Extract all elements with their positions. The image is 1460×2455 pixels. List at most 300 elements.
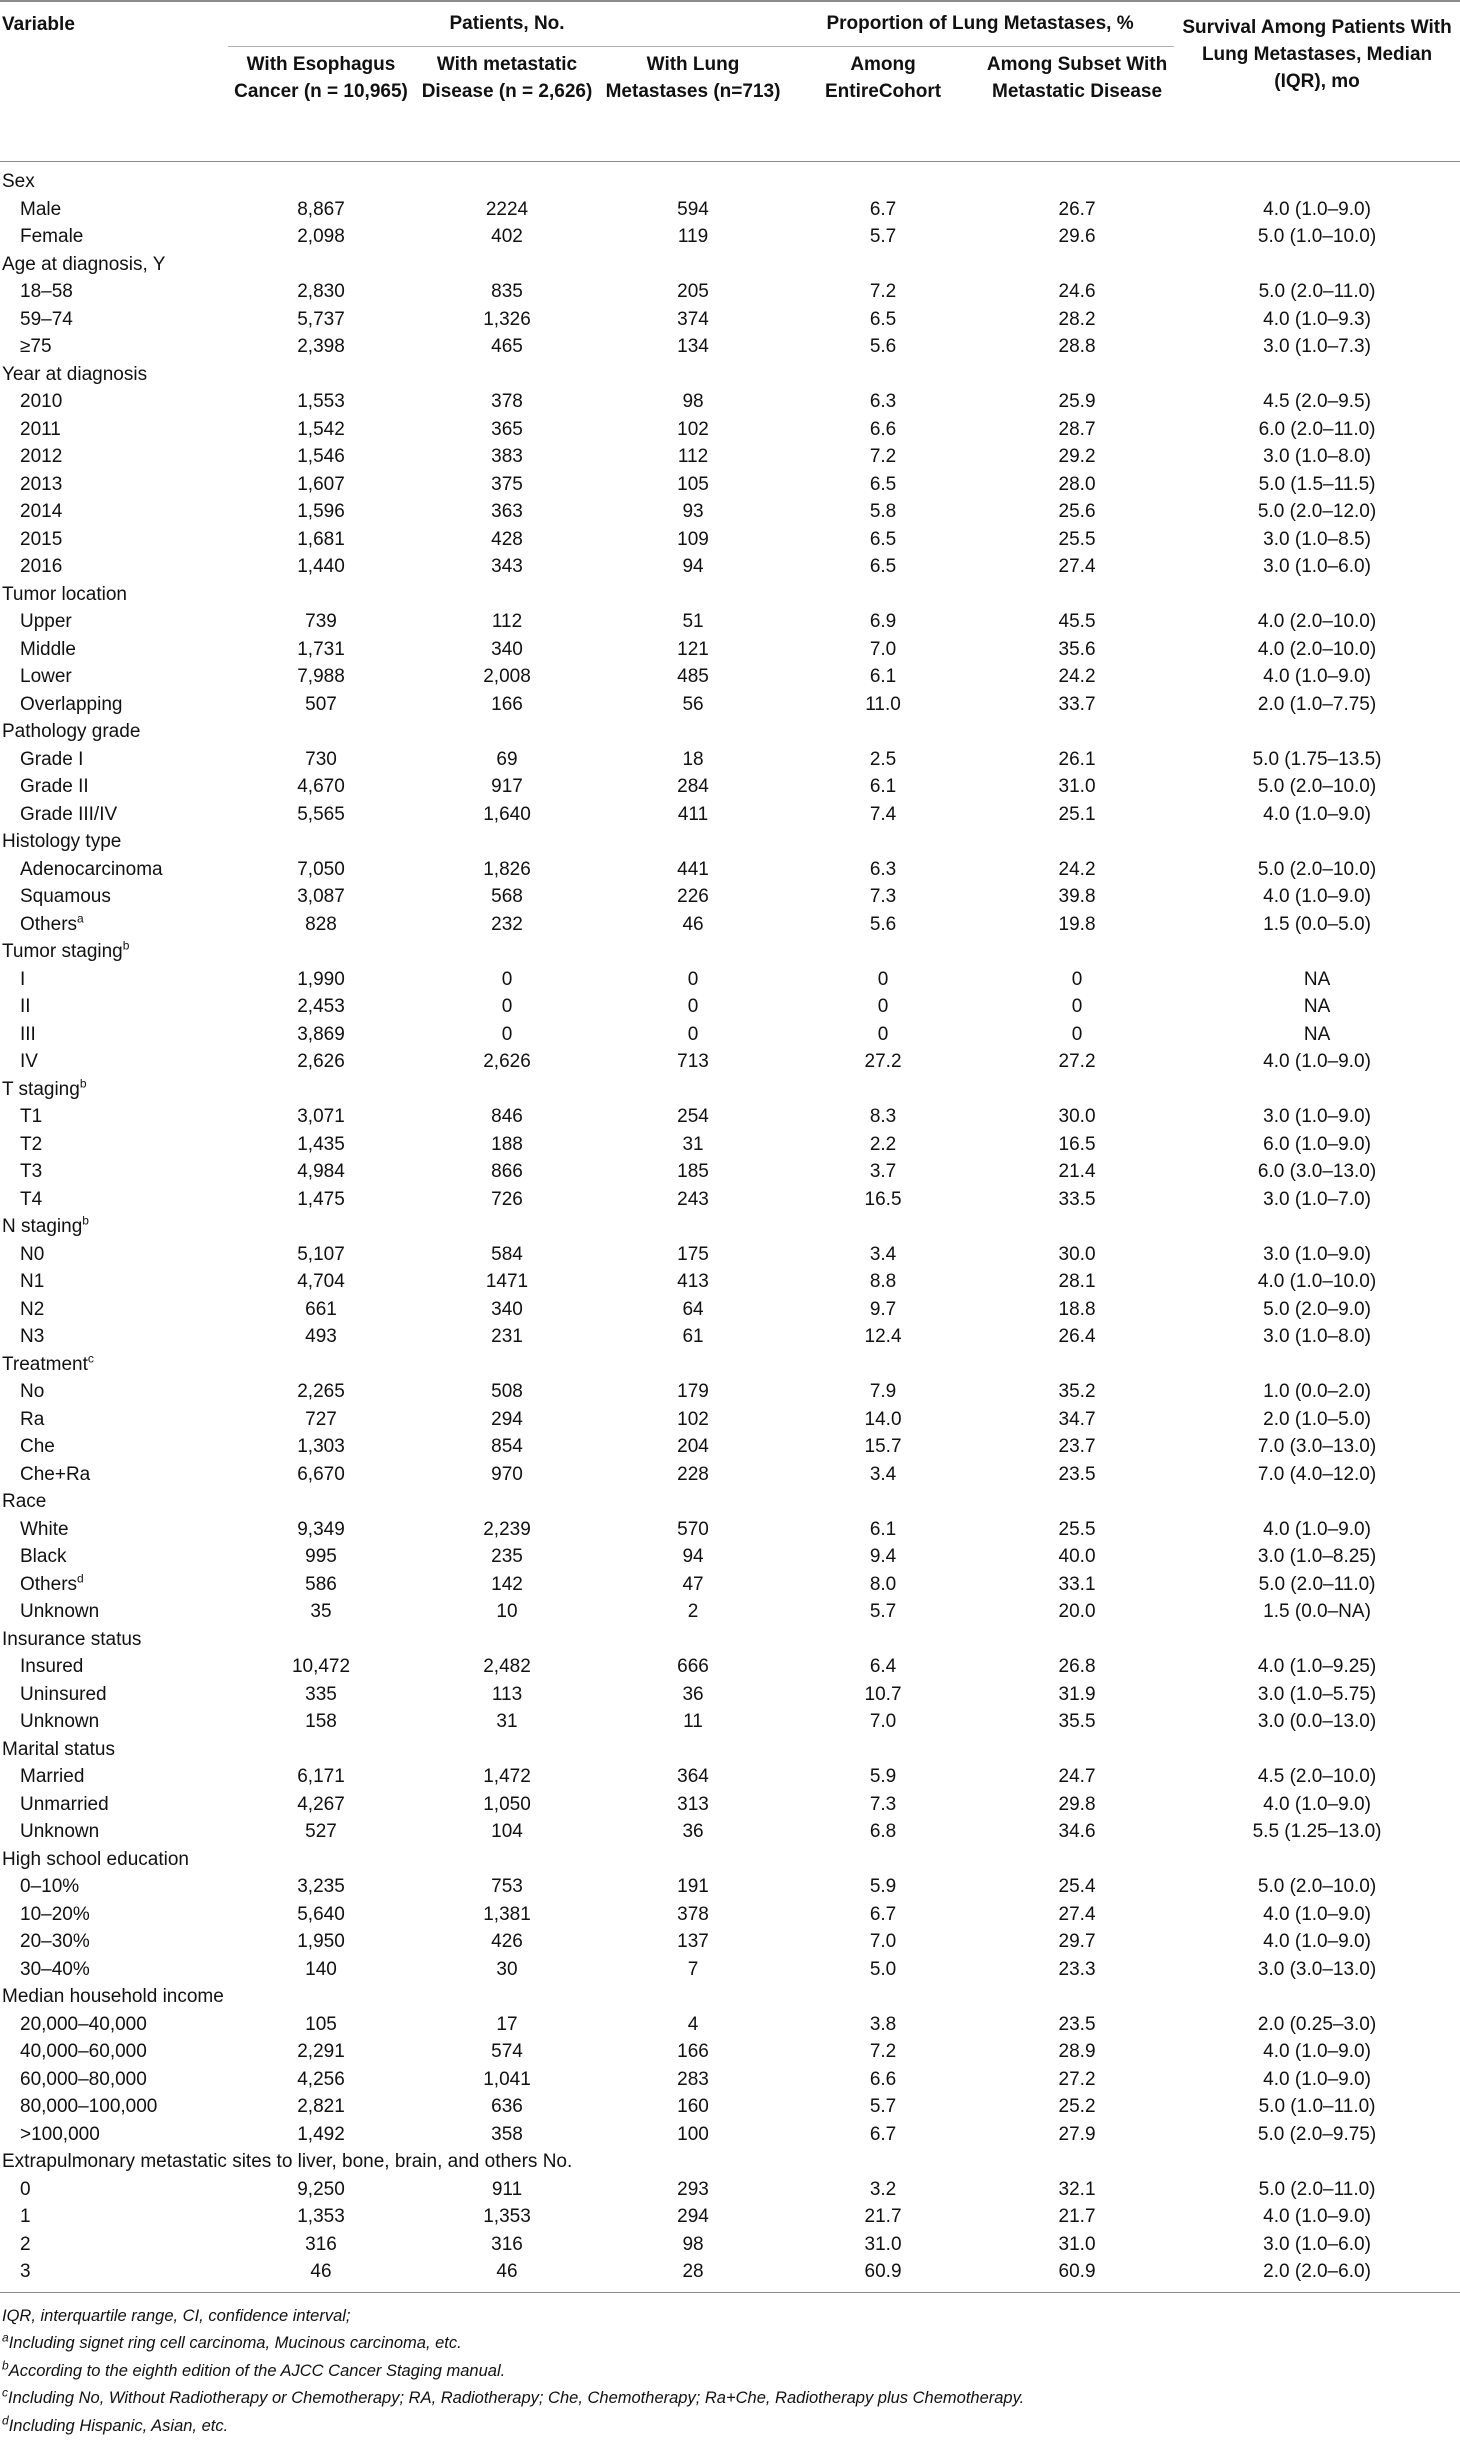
- cell-col-4: 6.5: [869, 308, 897, 330]
- category-row: [0, 581, 1460, 609]
- category-label: [0, 1076, 228, 1104]
- cell-col-1: 2,626: [297, 1051, 345, 1072]
- cell-col-2: 375: [491, 473, 523, 495]
- cell-col-3: 284: [677, 776, 709, 797]
- empty-cell: [786, 1736, 980, 1764]
- cell-col-2: 2,008: [483, 666, 531, 687]
- cell-col-3: 166: [677, 2041, 709, 2062]
- cell-col-5: 24.2: [1058, 858, 1096, 880]
- table-row: [0, 278, 1460, 306]
- cell-col-1: 4,267: [297, 1793, 345, 1815]
- cell-col-4: 14.0: [864, 1408, 902, 1430]
- table-row: [0, 1791, 1460, 1819]
- row-label: [0, 993, 228, 1021]
- cell-col-4: 7.9: [869, 1381, 897, 1402]
- table-row: [0, 911, 1460, 939]
- label-text: 3: [20, 2261, 31, 2282]
- row-label: [0, 1406, 228, 1434]
- cell-col-5: 23.3: [1058, 1958, 1096, 1980]
- category-row: [0, 828, 1460, 856]
- empty-cell: [228, 581, 414, 609]
- cell-col-6: 5.0 (2.0–11.0): [1258, 2178, 1376, 2200]
- empty-cell: [786, 1488, 980, 1516]
- cell-col-6: 3.0 (1.0–9.0): [1263, 1106, 1371, 1127]
- cell-col-5: 19.8: [1058, 913, 1096, 935]
- cell-col-5: 35.6: [1058, 638, 1096, 660]
- empty-cell: [600, 1076, 786, 1104]
- cell-col-4: 7.2: [869, 2041, 897, 2062]
- empty-cell: [786, 251, 980, 279]
- cell-col-2: 428: [491, 528, 523, 550]
- row-label: [0, 1461, 228, 1489]
- cell-col-6: 5.0 (2.0–9.75): [1257, 2123, 1377, 2145]
- cell-col-3: 594: [677, 198, 709, 220]
- row-label: [0, 2121, 228, 2149]
- label-text: Grade III/IV: [20, 803, 118, 825]
- label-text: N3: [20, 1326, 45, 1347]
- cell-col-3: 46: [682, 913, 704, 935]
- row-label: [0, 1268, 228, 1296]
- cell-col-5: 32.1: [1058, 2178, 1096, 2200]
- header-col-esophagus: With Esophagus Cancer (n = 10,965): [234, 54, 408, 102]
- footnote-text: Including Hispanic, Asian, etc.: [8, 2416, 229, 2435]
- row-label: [0, 746, 228, 774]
- cell-col-5: 24.6: [1058, 281, 1096, 302]
- cell-col-1: 1,990: [297, 968, 345, 990]
- row-label: [0, 333, 228, 361]
- header-col-entire-cohort: Among EntireCohort: [824, 54, 942, 102]
- label-text: N1: [20, 1271, 45, 1292]
- cell-col-1: 5,565: [297, 803, 345, 825]
- label-text: I: [20, 968, 26, 990]
- empty-cell: [414, 361, 600, 389]
- label-text: Lower: [20, 666, 72, 687]
- empty-cell: [228, 361, 414, 389]
- empty-cell: [980, 938, 1174, 966]
- cell-col-3: 61: [682, 1326, 704, 1347]
- table-header: [0, 1, 1460, 162]
- table-row: [0, 2066, 1460, 2094]
- empty-cell: [786, 1983, 980, 2011]
- label-text: T2: [20, 1133, 43, 1155]
- table-row: [0, 1956, 1460, 1984]
- cell-col-3: 364: [677, 1766, 709, 1787]
- cell-col-5: 28.9: [1058, 2041, 1096, 2062]
- empty-cell: [414, 1626, 600, 1654]
- cell-col-5: 28.0: [1058, 473, 1096, 495]
- cell-col-4: 6.8: [869, 1821, 897, 1842]
- cell-col-4: 3.8: [869, 2013, 897, 2035]
- row-label: [0, 1131, 228, 1159]
- cell-col-5: 29.6: [1058, 226, 1096, 247]
- cell-col-3: 98: [682, 2233, 704, 2255]
- empty-cell: [786, 718, 980, 746]
- cell-col-3: 666: [677, 1656, 709, 1677]
- table-row: [0, 1461, 1460, 1489]
- row-label: [0, 443, 228, 471]
- cell-col-3: 2: [687, 1601, 699, 1622]
- footnote: [2, 2330, 1458, 2358]
- cell-col-4: 0: [877, 968, 889, 990]
- cell-col-6: 4.0 (2.0–10.0): [1257, 638, 1377, 660]
- cell-col-3: 175: [677, 1243, 709, 1265]
- label-text: Middle: [20, 638, 76, 660]
- cell-col-1: 9,349: [297, 1518, 345, 1540]
- row-label: [0, 1103, 228, 1131]
- row-label: [0, 773, 228, 801]
- cell-col-3: 102: [677, 1408, 709, 1430]
- label-text: T4: [20, 1188, 43, 1210]
- footnote-mark: c: [87, 1351, 94, 1366]
- label-text: Male: [20, 198, 62, 220]
- cell-col-6: NA: [1303, 996, 1331, 1017]
- cell-col-2: 2,482: [483, 1656, 531, 1677]
- empty-cell: [414, 938, 600, 966]
- label-text: 1: [20, 2206, 31, 2227]
- label-text: Histology type: [2, 831, 122, 852]
- label-text: High school education: [2, 1848, 189, 1870]
- table-row: [0, 663, 1460, 691]
- cell-col-1: 3,869: [297, 1023, 345, 1045]
- cell-col-5: 35.5: [1058, 1711, 1096, 1732]
- cell-col-6: 7.0 (3.0–13.0): [1257, 1436, 1377, 1457]
- empty-cell: [980, 828, 1174, 856]
- row-label: [0, 1681, 228, 1709]
- cell-col-5: 60.9: [980, 2258, 1174, 2292]
- footnote-text: IQR, interquartile range, CI, confidence interval;: [2, 2306, 351, 2325]
- label-text: Grade I: [20, 748, 84, 770]
- cell-col-5: 20.0: [1058, 1601, 1096, 1622]
- category-row: [0, 1351, 1460, 1379]
- cell-col-4: 15.7: [864, 1436, 902, 1457]
- cell-col-3: 109: [677, 528, 709, 550]
- cell-col-1: 8,867: [297, 198, 345, 220]
- cell-col-5: 28.2: [1058, 308, 1096, 330]
- label-text: 60,000–80,000: [20, 2068, 147, 2090]
- empty-cell: [980, 1983, 1174, 2011]
- cell-col-2: 866: [491, 1161, 523, 1182]
- cell-col-2: 911: [491, 2178, 523, 2200]
- cell-col-4: 7.0: [869, 638, 897, 660]
- cell-col-4: 5.6: [869, 336, 897, 357]
- cell-col-2: 343: [491, 556, 523, 577]
- empty-cell: [600, 1488, 786, 1516]
- cell-col-6: 5.0 (1.0–11.0): [1258, 2096, 1376, 2117]
- empty-cell: [600, 718, 786, 746]
- row-label: [0, 1186, 228, 1214]
- cell-col-6: 5.0 (2.0–11.0): [1258, 1573, 1376, 1595]
- cell-col-3: 228: [677, 1463, 709, 1485]
- empty-cell: [228, 251, 414, 279]
- empty-cell: [414, 162, 600, 196]
- row-label: [0, 608, 228, 636]
- cell-col-6: 5.0 (2.0–12.0): [1257, 501, 1377, 522]
- cell-col-4: 10.7: [864, 1683, 902, 1705]
- row-label: [0, 2011, 228, 2039]
- cell-col-3: 94: [682, 556, 704, 577]
- cell-col-1: 1,353: [297, 2206, 345, 2227]
- cell-col-3: 56: [682, 693, 704, 715]
- empty-cell: [1174, 1351, 1460, 1379]
- label-text: Tumor staging: [2, 941, 123, 962]
- table-row: [0, 1681, 1460, 1709]
- cell-col-5: 25.2: [1058, 2096, 1096, 2117]
- label-text: Uninsured: [20, 1683, 107, 1705]
- cell-col-4: 6.4: [869, 1656, 897, 1677]
- cell-col-2: 188: [491, 1133, 523, 1155]
- cell-col-4: 27.2: [864, 1051, 902, 1072]
- empty-cell: [980, 251, 1174, 279]
- cell-col-5: 26.7: [1058, 198, 1096, 220]
- empty-cell: [414, 1736, 600, 1764]
- row-label: [0, 2093, 228, 2121]
- label-text: Unknown: [20, 1601, 100, 1622]
- cell-col-2: 166: [491, 693, 523, 715]
- row-label: [0, 691, 228, 719]
- empty-cell: [414, 1983, 600, 2011]
- label-text: 40,000–60,000: [20, 2041, 147, 2062]
- cell-col-1: 2,098: [297, 226, 345, 247]
- cell-col-4: 16.5: [864, 1188, 902, 1210]
- cell-col-4: 6.7: [869, 198, 897, 220]
- cell-col-4: 6.6: [869, 418, 897, 440]
- empty-cell: [414, 1213, 600, 1241]
- cell-col-6: 3.0 (1.0–6.0): [1263, 2233, 1371, 2255]
- empty-cell: [600, 1213, 786, 1241]
- empty-cell: [414, 828, 600, 856]
- empty-cell: [980, 1488, 1174, 1516]
- cell-col-6: 5.0 (2.0–11.0): [1258, 281, 1376, 302]
- cell-col-6: 5.0 (2.0–10.0): [1257, 776, 1377, 797]
- label-text: 20,000–40,000: [20, 2013, 147, 2035]
- cell-col-2: 1471: [485, 1271, 529, 1292]
- table-row: [0, 1158, 1460, 1186]
- table-row: [0, 1901, 1460, 1929]
- empty-cell: [228, 1736, 414, 1764]
- cell-col-2: 69: [496, 748, 518, 770]
- empty-cell: [980, 361, 1174, 389]
- empty-cell: [228, 1213, 414, 1241]
- cell-col-6: 4.0 (1.0–9.0): [1263, 1793, 1371, 1815]
- cell-col-4: 7.0: [869, 1931, 897, 1952]
- label-text: II: [20, 996, 31, 1017]
- cell-col-6: 5.0 (1.75–13.5): [1252, 748, 1382, 770]
- cell-col-3: 105: [677, 473, 709, 495]
- cell-col-2: 363: [491, 501, 523, 522]
- cell-col-1: 7,050: [297, 858, 345, 880]
- cell-col-6: 4.0 (1.0–9.0): [1263, 803, 1371, 825]
- table-row: [0, 2176, 1460, 2204]
- cell-col-3: 283: [677, 2068, 709, 2090]
- empty-cell: [980, 1213, 1174, 1241]
- header-col-metastatic: With metastatic Disease (n = 2,626): [421, 54, 593, 102]
- footnotes: [0, 2293, 1460, 2441]
- label-text: 80,000–100,000: [20, 2096, 158, 2117]
- cell-col-5: 33.1: [1058, 1573, 1096, 1595]
- label-text: Pathology grade: [2, 721, 141, 742]
- empty-cell: [600, 828, 786, 856]
- footnote: [2, 2358, 1458, 2386]
- cell-col-1: 1,492: [297, 2123, 345, 2145]
- table-row: [0, 1543, 1460, 1571]
- table-row: [0, 2011, 1460, 2039]
- cell-col-1: 4,984: [297, 1161, 345, 1182]
- category-row: [0, 1213, 1460, 1241]
- table-row: [0, 966, 1460, 994]
- cell-col-1: 2,265: [297, 1381, 345, 1402]
- cell-col-3: 98: [682, 391, 704, 412]
- cell-col-5: 34.6: [1058, 1821, 1096, 1842]
- row-label: [0, 911, 228, 939]
- cell-col-4: 5.7: [869, 226, 897, 247]
- empty-cell: [414, 1846, 600, 1874]
- label-text: 0–10%: [20, 1876, 80, 1897]
- cell-col-1: 2,821: [297, 2096, 345, 2117]
- cell-col-5: 21.7: [1058, 2206, 1096, 2227]
- cell-col-5: 16.5: [1058, 1133, 1096, 1155]
- cell-col-1: 2,291: [297, 2041, 345, 2062]
- cell-col-1: 1,553: [297, 391, 345, 412]
- cell-col-6: 4.0 (2.0–10.0): [1257, 611, 1377, 632]
- cell-col-3: 570: [677, 1518, 709, 1540]
- cell-col-1: 35: [310, 1601, 332, 1622]
- category-row: [0, 1076, 1460, 1104]
- category-row: [0, 718, 1460, 746]
- cell-col-5: 25.5: [1058, 1518, 1096, 1540]
- cell-col-2: 846: [491, 1106, 523, 1127]
- cell-col-6: 4.0 (1.0–10.0): [1257, 1271, 1377, 1292]
- table-row: [0, 801, 1460, 829]
- row-label: [0, 1571, 228, 1599]
- cell-col-4: 6.7: [869, 1903, 897, 1925]
- row-label: [0, 498, 228, 526]
- footnote-mark: a: [77, 911, 84, 926]
- table-row: [0, 1048, 1460, 1076]
- table-row: [0, 1268, 1460, 1296]
- table-row: [0, 608, 1460, 636]
- cell-col-5: 24.2: [1058, 666, 1096, 687]
- cell-col-5: 35.2: [1058, 1381, 1096, 1402]
- cell-col-6: 3.0 (0.0–13.0): [1257, 1711, 1377, 1732]
- cell-col-5: 29.2: [1058, 446, 1096, 467]
- cell-col-4: 6.5: [869, 556, 897, 577]
- empty-cell: [1174, 938, 1460, 966]
- label-text: Adenocarcinoma: [20, 858, 163, 880]
- label-text: White: [20, 1518, 69, 1540]
- label-text: 2014: [20, 501, 63, 522]
- label-text: 2012: [20, 446, 63, 467]
- cell-col-6: 7.0 (4.0–12.0): [1257, 1463, 1377, 1485]
- cell-col-5: 31.9: [1058, 1683, 1096, 1705]
- empty-cell: [600, 1983, 786, 2011]
- row-label: [0, 1516, 228, 1544]
- label-text: Female: [20, 226, 84, 247]
- cell-col-3: 185: [677, 1161, 709, 1182]
- cell-col-5: 0: [1071, 968, 1083, 990]
- cell-col-6: 3.0 (1.0–9.0): [1263, 1243, 1371, 1265]
- cell-col-3: 28: [600, 2258, 786, 2292]
- row-label: [0, 883, 228, 911]
- table-row: [0, 1241, 1460, 1269]
- cell-col-2: 726: [491, 1188, 523, 1210]
- cell-col-4: 31.0: [864, 2233, 902, 2255]
- cell-col-2: 365: [491, 418, 523, 440]
- empty-cell: [1174, 1983, 1460, 2011]
- row-label: [0, 1598, 228, 1626]
- cell-col-5: 26.8: [1058, 1656, 1096, 1677]
- cell-col-3: 485: [677, 666, 709, 687]
- cell-col-2: 10: [496, 1601, 518, 1622]
- cell-col-1: 1,475: [297, 1188, 345, 1210]
- row-label: [0, 526, 228, 554]
- category-row: [0, 1488, 1460, 1516]
- empty-cell: [228, 1983, 414, 2011]
- row-label: [0, 801, 228, 829]
- cell-col-5: 23.5: [1058, 1463, 1096, 1485]
- cell-col-1: 2,398: [297, 336, 345, 357]
- table-row: [0, 416, 1460, 444]
- category-label: [0, 1488, 228, 1516]
- table-row: [0, 1708, 1460, 1736]
- label-text: Insurance status: [2, 1628, 142, 1650]
- label-text: >100,000: [20, 2123, 100, 2145]
- category-row: [0, 251, 1460, 279]
- cell-col-1: 6,670: [297, 1463, 345, 1485]
- row-label: [0, 2203, 228, 2231]
- empty-cell: [1174, 1076, 1460, 1104]
- table-row: [0, 306, 1460, 334]
- category-label: [0, 828, 228, 856]
- cell-col-1: 105: [305, 2013, 337, 2035]
- cell-col-3: 160: [677, 2096, 709, 2117]
- cell-col-5: 30.0: [1058, 1243, 1096, 1265]
- row-label: [0, 1378, 228, 1406]
- label-text: N staging: [2, 1216, 83, 1237]
- empty-cell: [228, 162, 414, 196]
- table-row: [0, 471, 1460, 499]
- empty-cell: [1174, 162, 1460, 196]
- footnote-text: Including No, Without Radiotherapy or Chemotherapy; RA, Radiotherapy; Che, Chemotherapy; Ra+Che, Radiotherapy plus Chemotherapy.: [8, 2389, 1025, 2407]
- cell-col-4: 6.6: [869, 2068, 897, 2090]
- cell-col-1: 7,988: [297, 666, 345, 687]
- empty-cell: [786, 938, 980, 966]
- empty-cell: [1174, 1488, 1460, 1516]
- table-row: [0, 2258, 1460, 2292]
- empty-cell: [600, 938, 786, 966]
- label-text: Age at diagnosis, Y: [2, 253, 166, 275]
- cell-col-4: 8.8: [869, 1271, 897, 1292]
- label-text: 0: [20, 2178, 31, 2200]
- footnote-mark: b: [2, 2358, 9, 2372]
- cell-col-2: 636: [491, 2096, 523, 2117]
- table-row: [0, 773, 1460, 801]
- cell-col-5: 28.7: [1058, 418, 1096, 440]
- cell-col-6: 3.0 (1.0–8.25): [1257, 1546, 1377, 1567]
- label-text: 2010: [20, 391, 63, 412]
- table-row: [0, 1021, 1460, 1049]
- table-row: [0, 883, 1460, 911]
- cell-col-2: 0: [501, 1023, 513, 1045]
- cell-col-1: 3,235: [297, 1876, 345, 1897]
- cell-col-2: 508: [491, 1381, 523, 1402]
- cell-col-5: 33.5: [1058, 1188, 1096, 1210]
- empty-cell: [786, 828, 980, 856]
- cell-col-4: 7.4: [869, 803, 897, 825]
- empty-cell: [414, 251, 600, 279]
- cell-col-1: 4,670: [297, 776, 345, 797]
- table-row: [0, 443, 1460, 471]
- cell-col-3: 0: [687, 968, 699, 990]
